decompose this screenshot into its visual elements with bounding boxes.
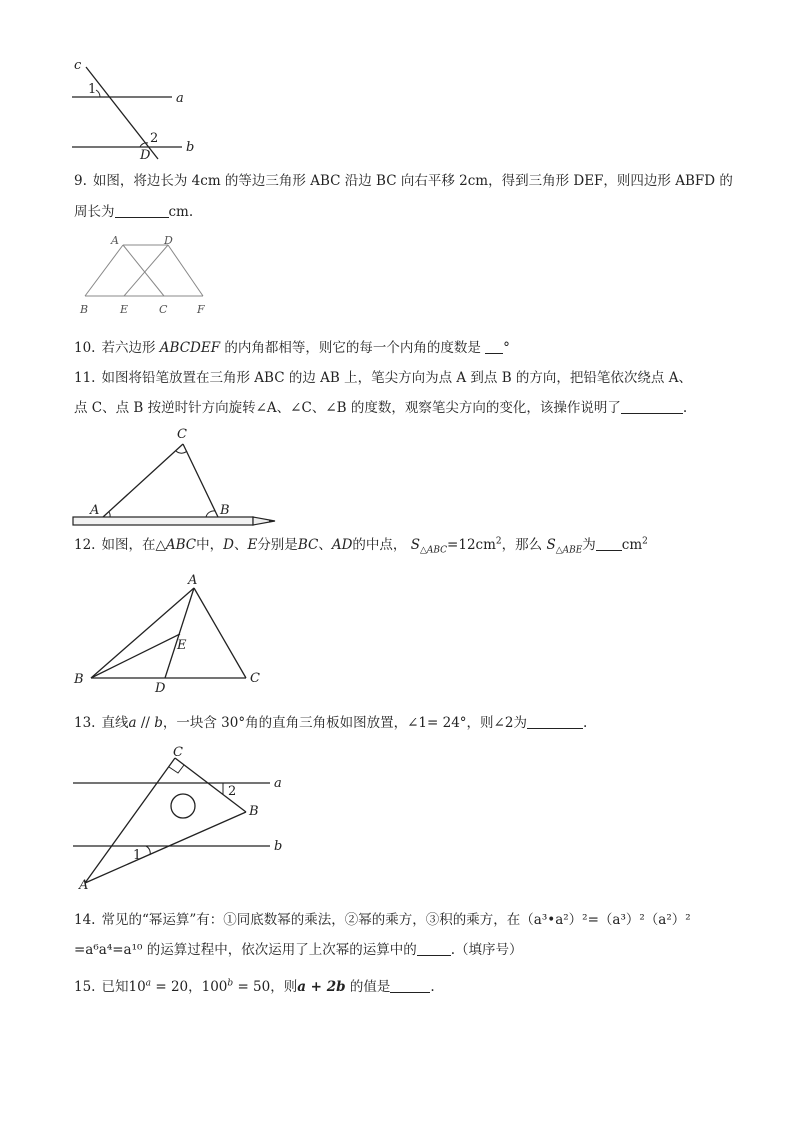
question-text: 如图，将边长为 4cm 的等边三角形 ABC 沿边 BC 向右平移 2cm，得到三角形 DEF，则四边形 ABFD 的 (92, 173, 733, 189)
label-B: B (74, 672, 84, 687)
answer-blank[interactable] (390, 978, 430, 993)
point-E: E (247, 537, 258, 553)
side-AC (194, 588, 246, 678)
question-text: = 20，100 (151, 979, 228, 995)
triangle-name: ABC (165, 537, 197, 553)
line-a-name: a (128, 715, 137, 731)
answer-blank[interactable] (115, 203, 169, 218)
line-c (86, 67, 158, 159)
line-b-name: b (154, 715, 163, 731)
answer-blank[interactable] (417, 941, 451, 956)
label-C: C (159, 303, 168, 316)
question-9-line2 (74, 202, 193, 222)
label-A: A (111, 234, 119, 247)
label-C: C (250, 671, 260, 686)
label-C: C (177, 427, 187, 442)
exponent-a: a (145, 978, 152, 989)
label-F: F (197, 303, 205, 316)
question-14-line2 (74, 940, 523, 960)
angle-A-arc (109, 512, 110, 517)
unit-text: cm (621, 537, 643, 553)
question-12: 12. 如图，在△ABC中，D、E分别是BC、AD的中点， $S_{\triangle ABC}=12cm^2$，那么 $S_{\triangle ABE}$为 $cm^2$ (74, 536, 648, 556)
question-13 (74, 713, 587, 733)
question-text: 的值是 (345, 979, 391, 995)
expression: a + 2b (297, 979, 346, 995)
side-DF (168, 245, 203, 296)
label-B: B (220, 503, 230, 518)
label-E: E (120, 303, 129, 316)
label-c: c (74, 58, 82, 73)
side-BA (91, 588, 194, 678)
answer-blank[interactable] (596, 536, 622, 551)
question-text: 、 (318, 537, 332, 553)
question-number: 11. (74, 370, 96, 386)
area-value: =12cm (447, 537, 496, 553)
angle-1-arc (96, 90, 100, 97)
question-14 (74, 910, 691, 930)
question-text: 已知10 (101, 979, 146, 995)
area-symbol: S (410, 537, 420, 553)
question-text: = 50，则 (233, 979, 298, 995)
question-11-line2 (74, 398, 687, 418)
question-text: 若六边形 (101, 340, 156, 356)
angle-C-arc (176, 451, 187, 453)
question-number: 9. (74, 173, 87, 189)
set-square-hole (171, 794, 195, 818)
figure-translated-triangles (75, 230, 215, 320)
question-text: 点 C、点 B 按逆时针方向旋转∠A、∠C、∠B 的度数，观察笔尖方向的变化，该操作说明了 (74, 400, 621, 416)
period: . (582, 715, 588, 731)
label-A: A (79, 878, 89, 893)
label-C: C (173, 745, 183, 760)
question-text: 如图，在△ (101, 537, 166, 553)
side-BA (85, 812, 246, 883)
question-number: 14. (74, 912, 96, 928)
question-text: 的内角都相等，则它的每一个内角的度数是 (224, 340, 481, 356)
question-number: 10. (74, 340, 96, 356)
side-BA (85, 245, 123, 296)
label-E: E (177, 638, 187, 653)
label-a: a (176, 91, 184, 106)
side-AC (103, 444, 183, 517)
question-text: .（填序号） (450, 942, 523, 958)
figure-triangle-midpoints (70, 568, 270, 698)
point-D: D (223, 537, 234, 553)
answer-blank[interactable] (485, 339, 503, 354)
figure-parallel-lines-transversal (60, 55, 210, 165)
label-1: 1 (133, 848, 142, 863)
question-10 (74, 338, 510, 358)
question-text: =a⁶a⁴=a¹⁰ 的运算过程中，依次运用了上次幂的运算中的 (74, 942, 417, 958)
label-2: 2 (150, 131, 159, 146)
side-CA (85, 758, 175, 883)
label-D: D (164, 234, 173, 247)
question-text: ，那么 (501, 537, 543, 553)
label-D: D (155, 681, 166, 696)
unit-text: cm. (168, 204, 194, 220)
right-angle-mark (169, 765, 184, 773)
area-subscript: △ABE (555, 545, 583, 556)
label-1: 1 (88, 82, 97, 97)
question-text: 分别是 (257, 537, 298, 553)
label-a: a (274, 776, 282, 791)
question-text: 、 (233, 537, 248, 553)
answer-blank[interactable] (621, 399, 683, 414)
question-15 (74, 977, 435, 997)
question-11 (74, 368, 692, 388)
area-symbol: S (546, 537, 556, 553)
answer-blank[interactable] (527, 714, 583, 729)
figure-set-square-parallel-lines (65, 742, 295, 892)
side-ED (124, 245, 168, 296)
pencil-body (73, 517, 253, 525)
angle-1-arc (146, 846, 150, 855)
question-text: ，一块含 30°角的直角三角板如图放置，∠1= 24°，则∠2为 (162, 715, 527, 731)
segment-AD: AD (331, 537, 353, 553)
hexagon-name: ABCDEF (159, 340, 221, 356)
question-number: 12. (74, 537, 96, 553)
question-text: 中， (196, 537, 224, 553)
question-text: 常见的“幂运算”有：①同底数幂的乘法，②幂的乘方，③积的乘方，在（a³•a²）²=（a³）²（a²）² (101, 912, 691, 928)
label-A: A (188, 573, 198, 588)
question-text: 的中点， (352, 537, 407, 553)
label-A: A (90, 503, 100, 518)
label-B: B (249, 804, 259, 819)
period: . (430, 979, 435, 995)
label-b: b (186, 140, 195, 155)
area-subscript: △ABC (419, 545, 448, 556)
question-number: 15. (74, 979, 96, 995)
question-9 (74, 171, 733, 191)
label-D: D (140, 148, 151, 163)
side-CB (183, 444, 218, 517)
figure-triangle-pencil (70, 422, 285, 532)
parallel-symbol: // (136, 715, 155, 731)
period: . (682, 400, 688, 416)
angle-B-arc (206, 511, 215, 517)
label-b: b (274, 839, 283, 854)
question-text: 为 (582, 537, 596, 553)
question-text: 如图将铅笔放置在三角形 ABC 的边 AB 上，笔尖方向为点 A 到点 B 的方向，把铅笔依次绕点 A、 (101, 370, 692, 386)
exponent-b: b (227, 978, 234, 989)
question-text: 周长为 (74, 204, 115, 220)
segment-BC: BC (297, 537, 319, 553)
question-text: 直线 (101, 715, 129, 731)
label-2: 2 (228, 784, 237, 799)
degree-sign: ° (503, 340, 510, 356)
question-number: 13. (74, 715, 96, 731)
side-AC (123, 245, 164, 296)
label-B: B (80, 303, 89, 316)
